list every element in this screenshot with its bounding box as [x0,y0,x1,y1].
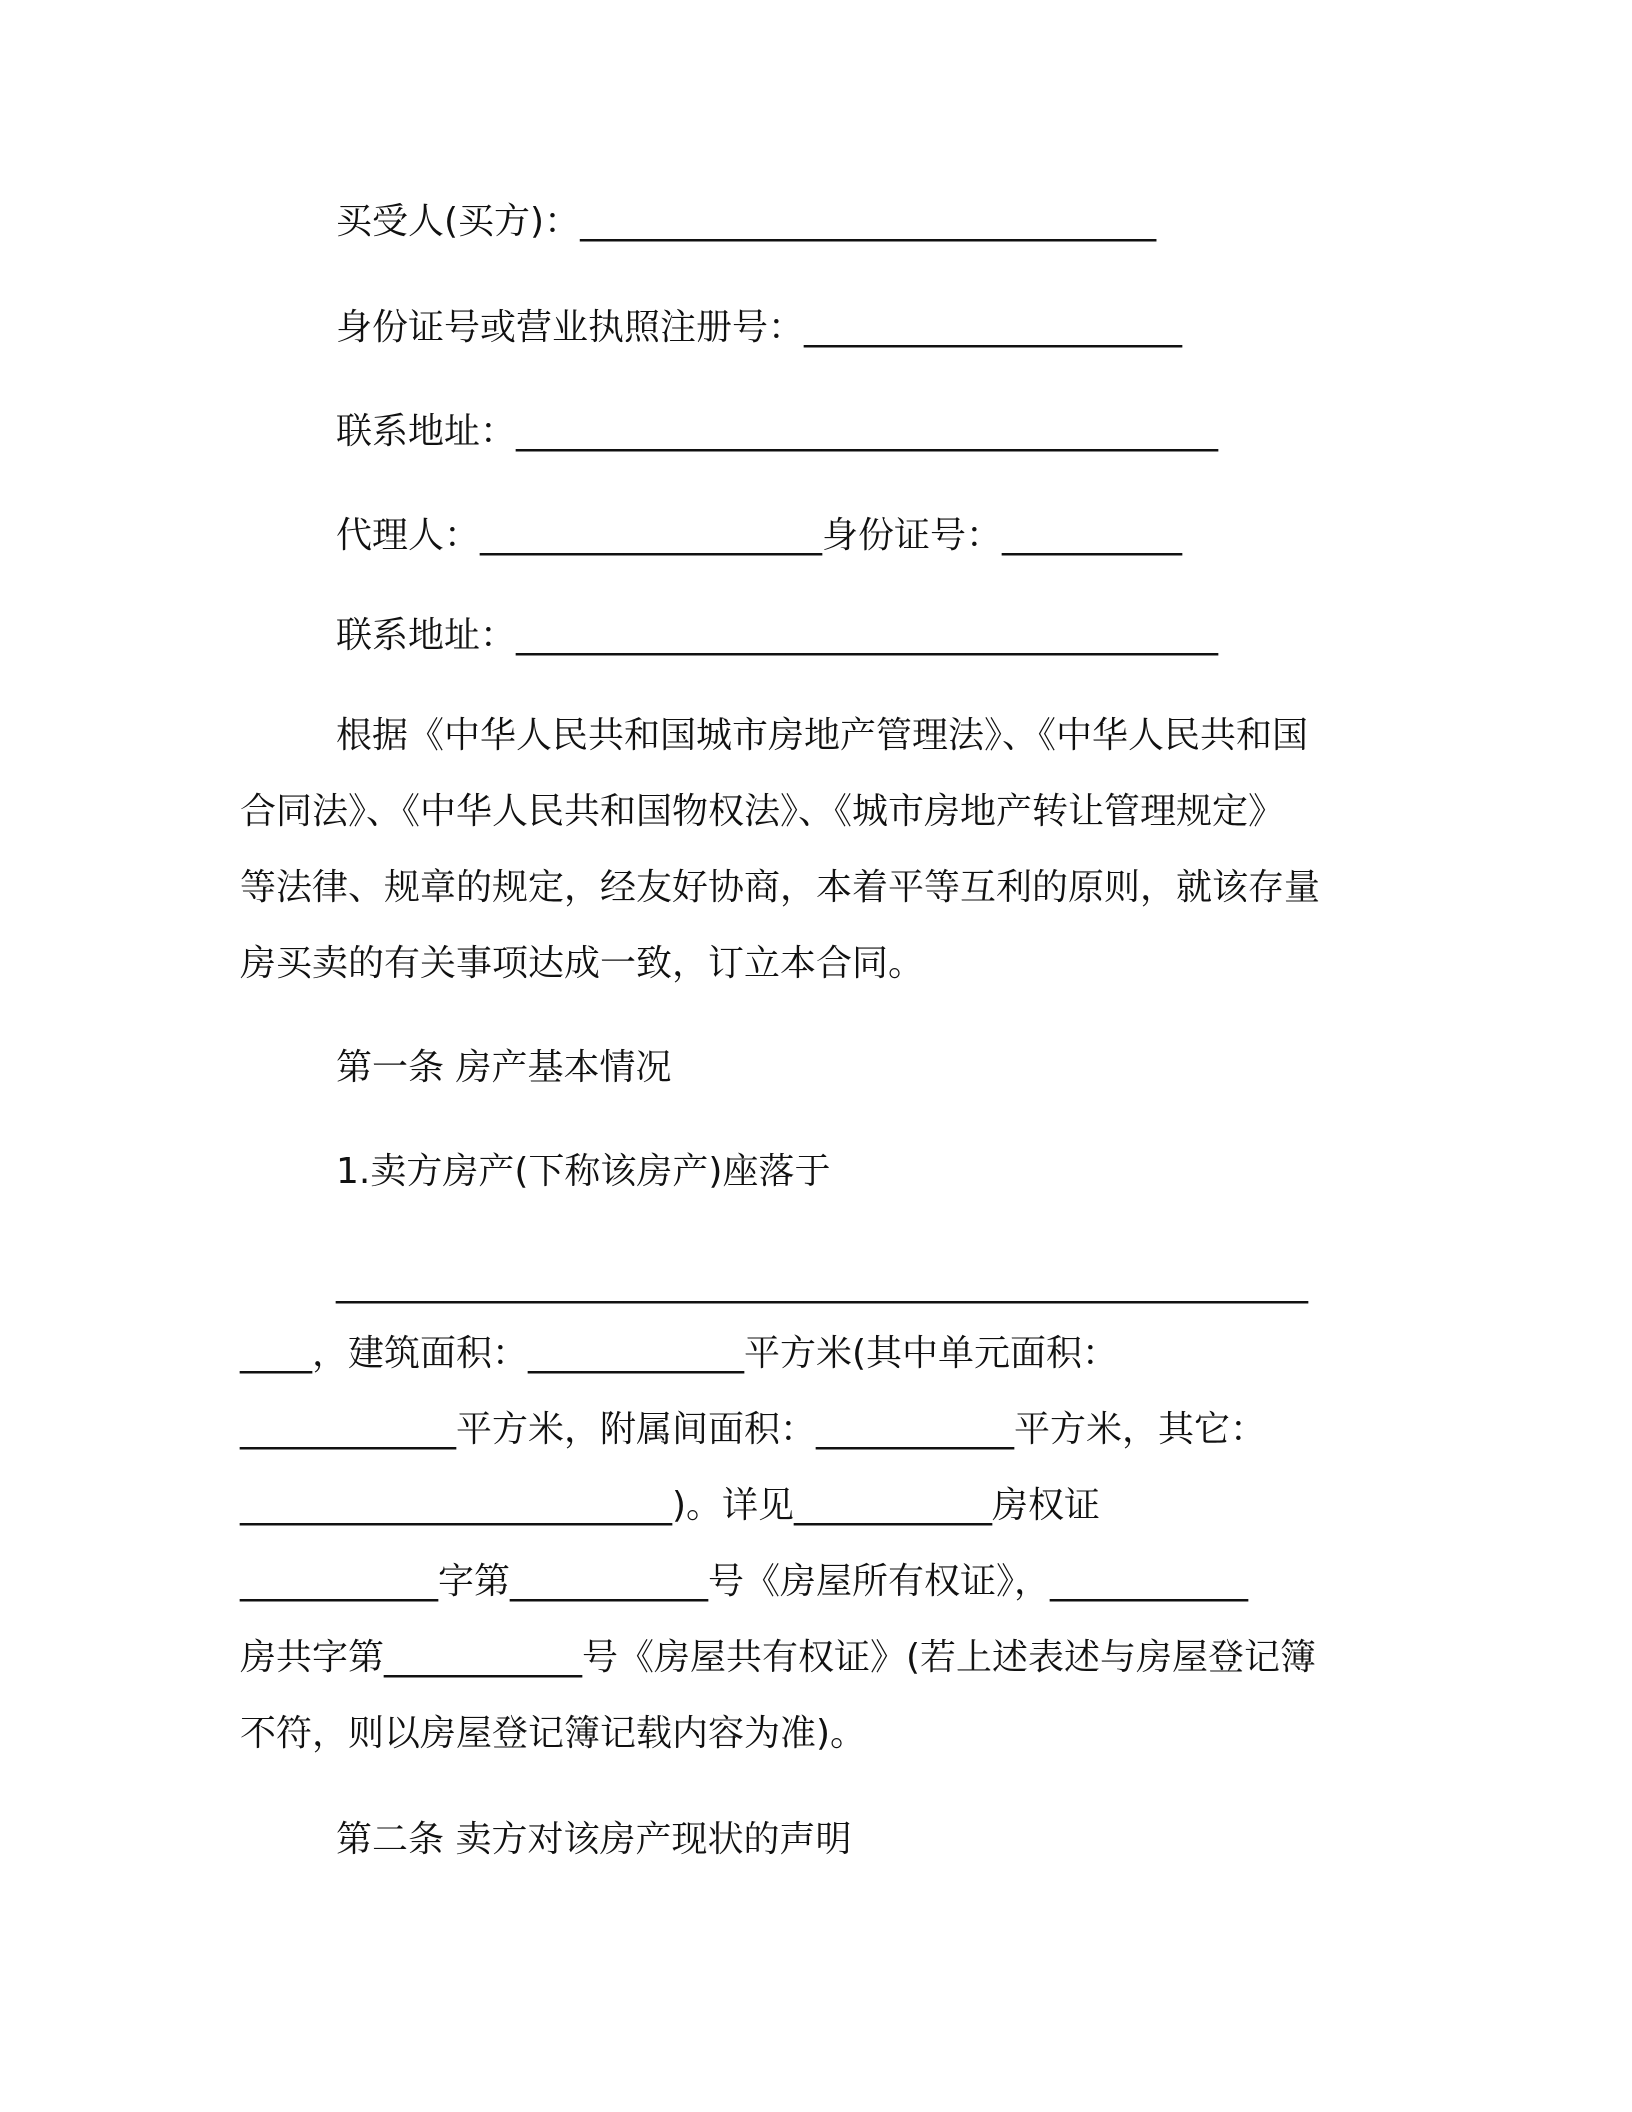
article1-line: ____________平方米，附属间面积：___________平方米，其它： [240,1409,1267,1450]
preamble-line: 房买卖的有关事项达成一致，订立本合同。 [240,943,925,984]
article1-heading: 第一条 房产基本情况 [336,1047,672,1088]
article1-line: 不符，则以房屋登记簿记载内容为准)。 [240,1713,867,1754]
article2-heading: 第二条 卖方对该房产现状的声明 [336,1819,852,1860]
buyer-id-line: 身份证号或营业执照注册号：_____________________ [336,307,1183,348]
buyer-name-line: 买受人(买方)：________________________________ [336,201,1157,242]
preamble-line: 等法律、规章的规定，经友好协商，本着平等互利的原则，就该存量 [240,867,1321,908]
article1-line: 房共字第___________号《房屋共有权证》(若上述表述与房屋登记簿 [240,1637,1317,1678]
preamble-line: 根据《中华人民共和国城市房地产管理法》、《中华人民共和国 [336,715,1309,756]
article1-line: ____，建筑面积：____________平方米(其中单元面积： [240,1333,1119,1374]
agent-line: 代理人：___________________身份证号：__________ [336,515,1183,556]
article1-item1-intro: 1.卖方房产(下称该房产)座落于 [336,1151,831,1192]
article1-line: ______________________________________________________ [336,1263,1308,1304]
article1-line: ___________字第___________号《房屋所有权证》，___________ [240,1561,1249,1602]
preamble-line: 合同法》、《中华人民共和国物权法》、《城市房地产转让管理规定》 [240,791,1285,832]
article1-line: ________________________)。详见___________房权证 [240,1485,1101,1526]
agent-address-line: 联系地址：_______________________________________ [336,615,1219,656]
buyer-address-line: 联系地址：_______________________________________ [336,411,1219,452]
